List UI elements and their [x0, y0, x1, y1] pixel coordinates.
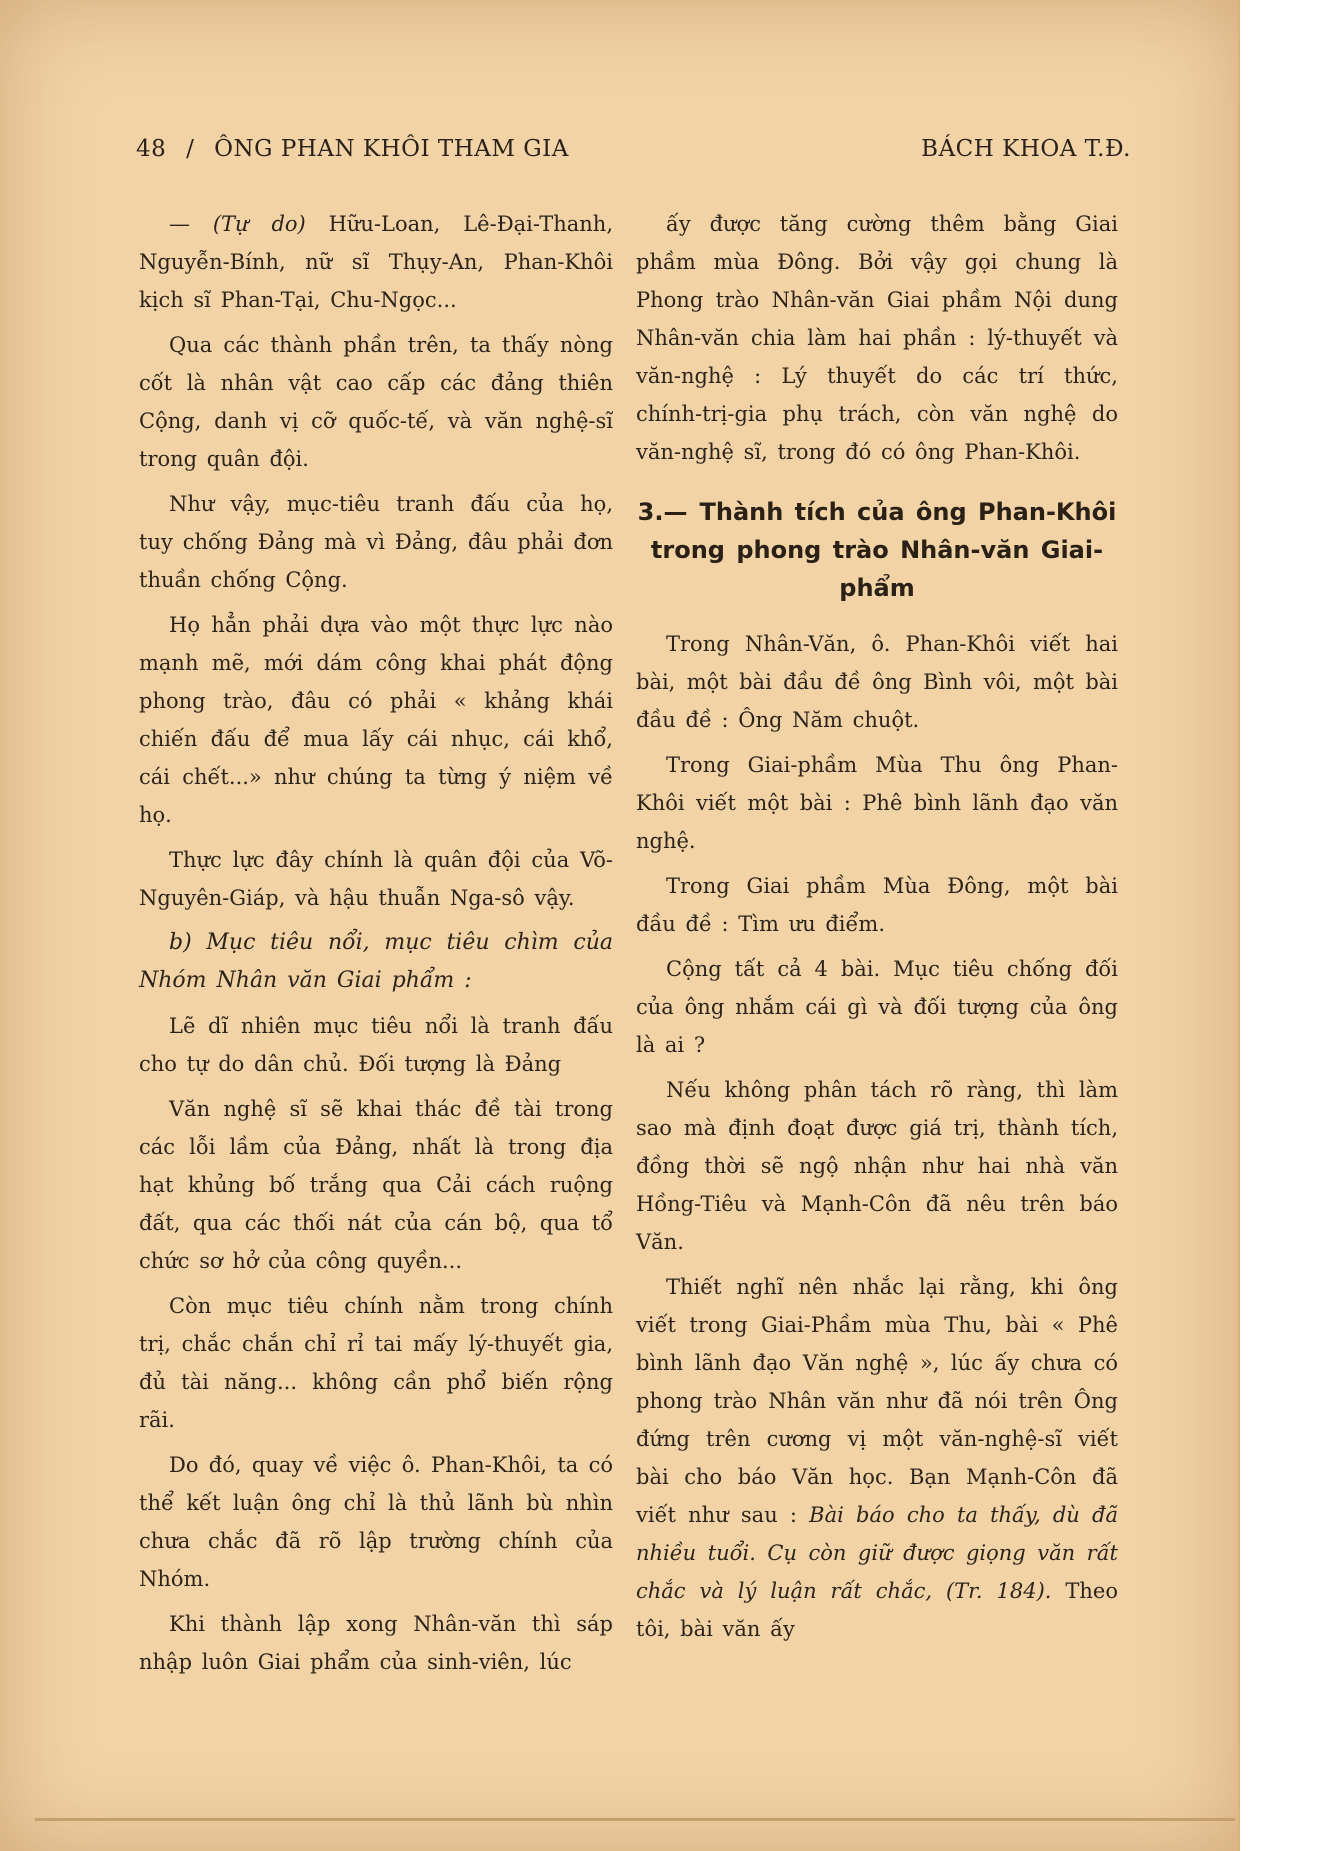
section-number: 3.—: [637, 498, 688, 526]
paragraph-text: Hữu-Loan, Lê-Đại-Thanh, Nguyễn-Bính, nữ sĩ Thụy-An, Phan-Khôi kịch sĩ Phan-Tại, Chu-Ngọc...: [139, 212, 613, 312]
header-left: [136, 136, 581, 162]
running-title: ÔNG PHAN KHÔI THAM GIA: [214, 136, 569, 162]
paragraph: Họ hẳn phải dựa vào một thực lực nào mạnh mẽ, mới dám công khai phát động phong trào, đâu có phải « khảng khái chiến đấu để mua lấy cái nhục, cái khổ, cái chết...» như chúng ta từng ý niệm về họ.: [139, 613, 613, 827]
paragraph-text: Theo tôi, bài văn ấy: [636, 1579, 1118, 1641]
paragraph: [636, 1268, 1118, 1648]
section-heading: [636, 493, 1118, 607]
paragraph: ấy được tăng cường thêm bằng Giai phầm mùa Đông. Bởi vậy gọi chung là Phong trào Nhân-văn Giai phầm Nội dung Nhân-văn chia làm hai phần : lý-thuyết và văn-nghệ : Lý thuyết do các trí thức, chính-trị-gia phụ trách, còn văn nghệ do văn-nghệ sĩ, trong đó có ông Phan-Khôi.: [636, 212, 1118, 464]
paragraph: Qua các thành phần trên, ta thấy nòng cốt là nhân vật cao cấp các đảng thiên Cộng, danh vị cỡ quốc-tế, và văn nghệ-sĩ trong quân đội.: [139, 333, 613, 471]
paragraph: Trong Nhân-Văn, ô. Phan-Khôi viết hai bài, một bài đầu đề ông Bình vôi, một bài đầu đề : Ông Năm chuột.: [636, 632, 1118, 732]
paragraph: Như vậy, mục-tiêu tranh đấu của họ, tuy chống Đảng mà vì Đảng, đâu phải đơn thuần chống Cộng.: [139, 492, 613, 592]
italic-quote: Bài báo cho ta thấy, dù đã nhiều tuổi. Cụ còn giữ được giọng văn rất chắc và lý luận rất chắc, (Tr. 184).: [636, 1503, 1118, 1603]
paragraph: Cộng tất cả 4 bài. Mục tiêu chống đối của ông nhắm cái gì và đối tượng của ông là ai ?: [636, 957, 1118, 1057]
paragraph: [139, 205, 613, 319]
italic-text: — (Tự do): [169, 212, 306, 236]
running-header: [136, 136, 1131, 162]
right-column: [636, 205, 1118, 1655]
page-number: 48: [136, 136, 167, 162]
header-separator: /: [186, 136, 195, 162]
paragraph-text: Thiết nghĩ nên nhắc lại rằng, khi ông viết trong Giai-Phầm mùa Thu, bài « Phê bình lãnh đạo Văn nghệ », lúc ấy chưa có phong trào Nhân văn như đã nói trên Ông đứng trên cương vị một văn-nghệ-sĩ viết bài cho báo Văn học. Bạn Mạnh-Côn đã viết như sau :: [636, 1275, 1118, 1527]
page-edge-divider: [35, 1818, 1235, 1821]
paragraph: Lẽ dĩ nhiên mục tiêu nổi là tranh đấu cho tự do dân chủ. Đối tượng là Đảng: [139, 1014, 613, 1076]
paragraph: Trong Giai-phầm Mùa Thu ông Phan-Khôi viết một bài : Phê bình lãnh đạo văn nghệ.: [636, 753, 1118, 853]
paragraph: Văn nghệ sĩ sẽ khai thác đề tài trong các lỗi lầm của Đảng, nhất là trong địa hạt khủng bố trắng qua Cải cách ruộng đất, qua các thối nát của cán bộ, qua tổ chức sơ hở của công quyền...: [139, 1097, 613, 1273]
paragraph: Trong Giai phầm Mùa Đông, một bài đầu đề : Tìm ưu điểm.: [636, 874, 1118, 936]
paragraph: Thực lực đây chính là quân đội của Võ-Nguyên-Giáp, và hậu thuẫn Nga-sô vậy.: [139, 848, 613, 910]
paragraph: Còn mục tiêu chính nằm trong chính trị, chắc chắn chỉ rỉ tai mấy lý-thuyết gia, đủ tài năng... không cần phổ biến rộng rãi.: [139, 1294, 613, 1432]
journal-name: BÁCH KHOA T.Đ.: [921, 136, 1131, 162]
section-title: Thành tích của ông Phan-Khôi trong phong trào Nhân-văn Giai-phẩm: [650, 498, 1117, 602]
paragraph: Do đó, quay về việc ô. Phan-Khôi, ta có thể kết luận ông chỉ là thủ lãnh bù nhìn chưa chắc đã rõ lập trường chính của Nhóm.: [139, 1453, 613, 1591]
left-column: [139, 205, 613, 1688]
paragraph: Nếu không phân tách rõ ràng, thì làm sao mà định đoạt được giá trị, thành tích, đồng thời sẽ ngộ nhận như hai nhà văn Hồng-Tiêu và Mạnh-Côn đã nêu trên báo Văn.: [636, 1078, 1118, 1254]
subheading: b) Mục tiêu nổi, mục tiêu chìm của Nhóm Nhân văn Giai phẩm :: [139, 930, 613, 993]
paragraph: Khi thành lập xong Nhân-văn thì sáp nhập luôn Giai phẩm của sinh-viên, lúc: [139, 1612, 613, 1674]
